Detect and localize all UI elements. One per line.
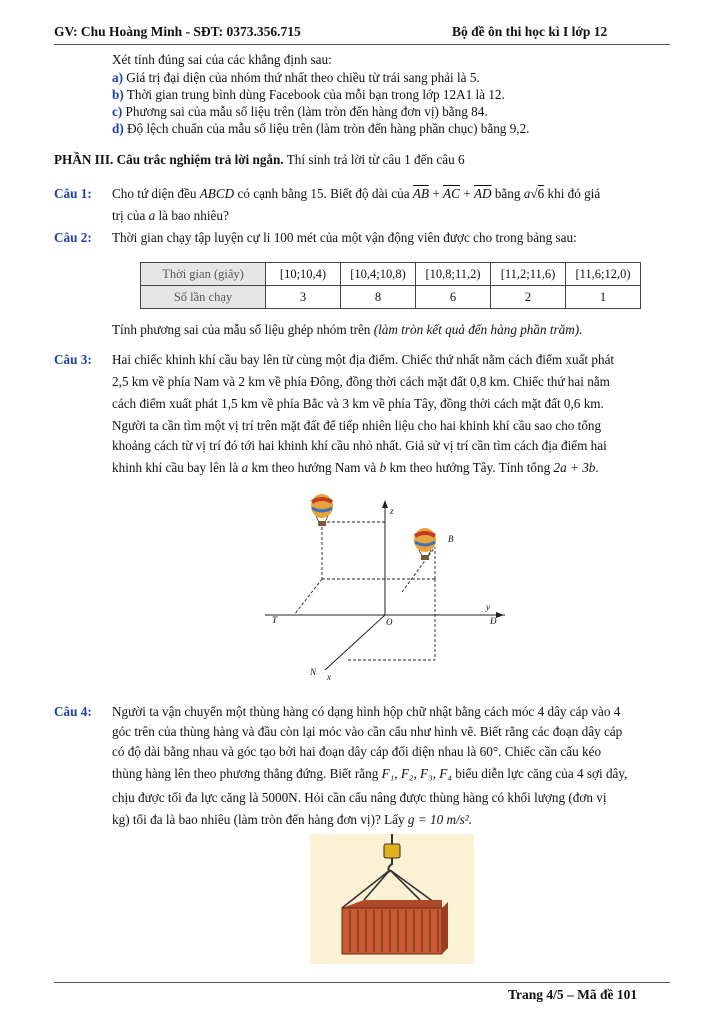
intro-item-c-text: Phương sai của mẫu số liệu trên (làm tròn đến hàng đơn vị) bằng 84. <box>125 104 488 119</box>
section3-heading <box>54 152 465 168</box>
q1-var-a: a <box>523 186 531 201</box>
label-y: y <box>486 602 490 612</box>
container-icon <box>342 900 448 954</box>
intro-item-a-label: a) <box>112 70 123 85</box>
q2-label: Câu 2: <box>54 230 92 245</box>
q1-t2: có cạnh bằng 15. Biết độ dài của <box>237 186 410 201</box>
intro-item-a-text: Giá trị đại diện của nhóm thứ nhất theo chiều từ trái sang phải là 5. <box>126 70 480 85</box>
q3-line1: Hai chiếc khinh khí cầu bay lên từ cùng một địa điểm. Chiếc thứ nhất nằm cách điểm xuất phát <box>112 352 615 367</box>
header-divider <box>54 44 670 45</box>
section3-title: PHẦN III. Câu trắc nghiệm trả lời ngắn. <box>54 152 284 167</box>
q2-table-row-count <box>141 286 641 309</box>
intro-item-b-label: b) <box>112 87 124 102</box>
intro-item-d-text: Độ lệch chuẩn của mẫu số liệu trên (làm tròn đến hàng phần chục) bằng 9,2. <box>127 121 530 136</box>
q3-line5: khoảng cách từ vị trí đó tới hai khinh khí cầu nhỏ nhất. Giả sử vị trí cần tìm cách địa điểm hai <box>112 438 607 453</box>
q1-plus-2: + <box>463 186 471 201</box>
label-b: B <box>448 534 454 544</box>
label-n: N <box>310 667 317 677</box>
q4-line1: Người ta vận chuyển một thùng hàng có dạng hình hộp chữ nhật bằng cách móc 4 dây cáp vào 4 <box>112 704 621 719</box>
q2-count-2: 8 <box>341 286 416 309</box>
intro-prompt: Xét tính đúng sai của các khẳng định sau: <box>112 52 332 67</box>
q2-table-header-time: Thời gian (giây) <box>141 263 266 286</box>
q2-interval-5: [11,6;12,0) <box>566 263 641 286</box>
q1-t5: trị của <box>112 208 146 223</box>
footer-page: Trang 4/5 – Mã đề 101 <box>508 987 638 1002</box>
q3-line6: khinh khí cầu bay lên là a km theo hướng Nam và b km theo hướng Tây. Tính tổng 2a + 3b. <box>112 460 599 475</box>
q2-table-header-count: Số lần chạy <box>141 286 266 309</box>
q1-t6: là bao nhiêu? <box>158 208 229 223</box>
q1-abcd: ABCD <box>199 186 235 201</box>
balloon-1-icon <box>311 494 333 526</box>
q4-line2: góc trên của thùng hàng và đầu còn lại móc vào cần cẩu như hình vẽ. Biết rằng các đoạn dây cáp <box>112 724 623 739</box>
balloon2-link <box>402 547 435 592</box>
q2-text: Thời gian chạy tập luyện cự li 100 mét của một vận động viên được cho trong bảng sau: <box>112 230 577 245</box>
intro-item-b-text: Thời gian trung bình dùng Facebook của mỗi bạn trong lớp 12A1 là 12. <box>126 87 505 102</box>
q3-line2: 2,5 km về phía Nam và 2 km về phía Đông, đồng thời cách mặt đất 0,8 km. Chiếc thứ hai nằm <box>112 374 610 389</box>
q3-l6b: km theo hướng Nam và <box>251 460 377 475</box>
q3-line4: Người ta cần tìm một vị trí trên mặt đất để tiếp nhiên liệu cho hai khinh khí cầu sao cho tổng <box>112 418 602 433</box>
intro-item-d-label: d) <box>112 121 124 136</box>
q2-after-italic: (làm tròn kết quả đến hàng phần trăm). <box>373 322 583 337</box>
q4-l6a: kg) tối đa là bao nhiêu (làm tròn đến hàng đơn vị)? Lấy <box>112 812 405 827</box>
intro-item-d <box>112 121 529 137</box>
q3-line3: cách điểm xuất phát 1,5 km về phía Bắc và 3 km về phía Tây, đồng thời cách mặt đất 0,6 km. <box>112 396 604 411</box>
z-arrow-icon <box>382 500 388 508</box>
intro-item-c-label: c) <box>112 104 123 119</box>
section3-subtitle: Thí sinh trả lời từ câu 1 đến câu 6 <box>286 152 465 167</box>
q2-interval-1: [10;10,4) <box>266 263 341 286</box>
q4-line3: có độ dài bằng nhau và góc tạo bởi hai đoạn dây cáp đối diện nhau là 60°. Chiếc cần cẩu kéo <box>112 744 602 759</box>
q4-l4a: thùng hàng lên theo phương thẳng đứng. Biết rằng <box>112 766 379 781</box>
q1-label: Câu 1: <box>54 186 92 201</box>
ground-line-2 <box>294 579 322 615</box>
q2-interval-2: [10,4;10,8) <box>341 263 416 286</box>
q1-vector-ab: $\overline{AB}$ <box>412 186 430 201</box>
q3-var-a: a <box>241 460 249 475</box>
q2-count-4: 2 <box>491 286 566 309</box>
intro-item-b <box>112 87 505 103</box>
q4-figure <box>310 834 474 964</box>
q2-interval-3: [10,8;11,2) <box>416 263 491 286</box>
axis-x <box>325 615 385 670</box>
crane-hook-block-icon <box>384 844 400 858</box>
q2-count-1: 3 <box>266 286 341 309</box>
q3-figure <box>260 492 510 687</box>
label-d: Đ <box>490 616 497 626</box>
q4-line5: chịu được tối đa lực căng là 5000N. Hỏi cần cẩu nâng được thùng hàng có khối lượng (đơn vị <box>112 790 607 805</box>
q1-plus-1: + <box>432 186 440 201</box>
q3-var-b: b <box>379 460 387 475</box>
label-t: T <box>272 615 278 625</box>
q4-line6 <box>112 812 472 828</box>
q4-label: Câu 4: <box>54 704 92 719</box>
q1-root: √ <box>530 186 538 201</box>
header-right: Bộ đề ôn thi học kì I lớp 12 <box>452 24 608 39</box>
footer-divider <box>54 982 670 983</box>
q1-vector-ac: $\overline{AC}$ <box>443 186 460 201</box>
intro-item-a <box>112 70 480 86</box>
balloon-2-icon <box>414 528 436 560</box>
q3-sum-expr: 2a + 3b <box>553 460 596 475</box>
label-z: z <box>390 506 394 516</box>
q1-vector-ad: $\overline{AD}$ <box>473 186 492 201</box>
q1-t3: bằng <box>494 186 521 201</box>
q4-gravity: g = 10 m/s². <box>407 812 473 827</box>
q1-var-a-2: a <box>148 208 156 223</box>
header-left: GV: Chu Hoàng Minh - SĐT: 0373.356.715 <box>54 24 301 39</box>
q4-forces: F₁, F₂, F₃, F₄ <box>381 766 452 781</box>
q1-six: 6 <box>537 186 545 201</box>
q1-t1: Cho tứ diện đều <box>112 186 197 201</box>
q3-l6a: khinh khí cầu bay lên là <box>112 460 239 475</box>
q1-t4: khi đó giá <box>547 186 601 201</box>
q4-line4 <box>112 766 627 782</box>
label-x: x <box>327 672 331 682</box>
q3-l6c: km theo hướng Tây. Tính tổng <box>389 460 551 475</box>
label-o: O <box>386 617 393 627</box>
q1-line1 <box>112 186 600 202</box>
q2-after-text: Tính phương sai của mẫu số liệu ghép nhóm trên <box>112 322 371 337</box>
q2-after <box>112 322 582 338</box>
q2-table-row-time <box>141 263 641 286</box>
q1-line2 <box>112 208 229 224</box>
q2-table <box>140 262 641 309</box>
y-arrow-icon <box>496 612 504 618</box>
q2-interval-4: [11,2;11,6) <box>491 263 566 286</box>
q3-label: Câu 3: <box>54 352 92 367</box>
intro-item-c <box>112 104 488 120</box>
q2-count-5: 1 <box>566 286 641 309</box>
q4-l4c: biểu diễn lực căng của 4 sợi dây, <box>455 766 628 781</box>
q2-count-3: 6 <box>416 286 491 309</box>
